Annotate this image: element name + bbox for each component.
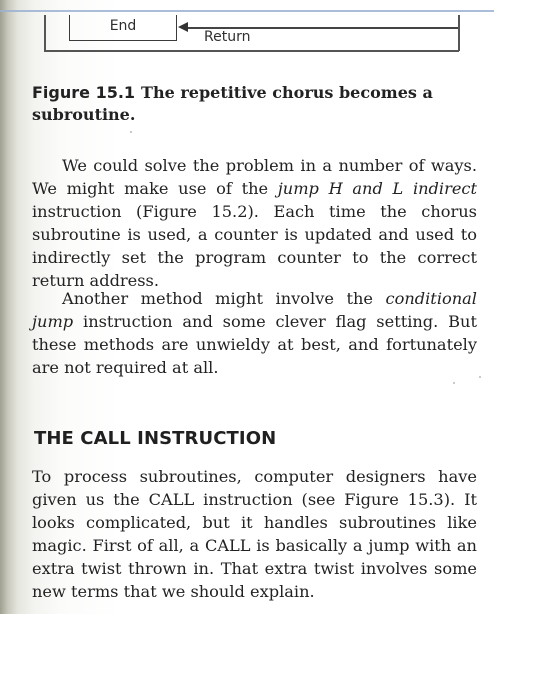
- paragraph-2-text-b: instruction and some clever flag setting. But these methods are unwieldy at best, and fortunately are not required at all.: [32, 312, 477, 377]
- figure-caption-text: The repetitive chorus becomes a subroutine.: [32, 83, 433, 124]
- section-heading: THE CALL INSTRUCTION: [34, 428, 277, 449]
- paragraph-2-emphasis: conditional jump: [32, 289, 477, 331]
- paragraph-2-text-a: Another method might involve the: [62, 289, 386, 308]
- paragraph-3-text: To process subroutines, computer designers have given us the CALL instruction (see Figure 15.3). It looks complicated, but it handles subroutines like magic. First of all, a CALL is basically a jump with an extra twist thrown in. That extra twist involves some new terms that we should explain.: [32, 467, 477, 601]
- flowchart-return-label: Return: [204, 29, 251, 45]
- flowchart-left-line: [44, 15, 46, 51]
- figure-caption: [32, 82, 452, 126]
- scan-speck: [453, 382, 455, 384]
- body-paragraph-1: [32, 154, 477, 292]
- body-paragraph-2: [32, 287, 477, 379]
- scan-edge-rule: [0, 10, 494, 12]
- body-paragraph-3: [32, 465, 477, 603]
- flowchart-end-box: [69, 15, 177, 41]
- flowchart-bottom-line: [44, 50, 459, 52]
- scan-speck: [479, 376, 481, 378]
- flowchart-end-label: End: [109, 18, 137, 34]
- figure-number: Figure 15.1: [32, 83, 136, 102]
- arrow-left-icon: [178, 22, 188, 32]
- flowchart-right-line: [458, 15, 460, 51]
- scan-speck: [130, 131, 132, 133]
- paragraph-1-text-a: We could solve the problem in a number of ways. We might make use of the: [32, 156, 477, 198]
- paragraph-1-text-b: instruction (Figure 15.2). Each time the chorus subroutine is used, a counter is updated and used to indirectly set the program counter to the correct return address.: [32, 202, 477, 290]
- paragraph-1-emphasis: jump H and L indirect: [277, 179, 477, 198]
